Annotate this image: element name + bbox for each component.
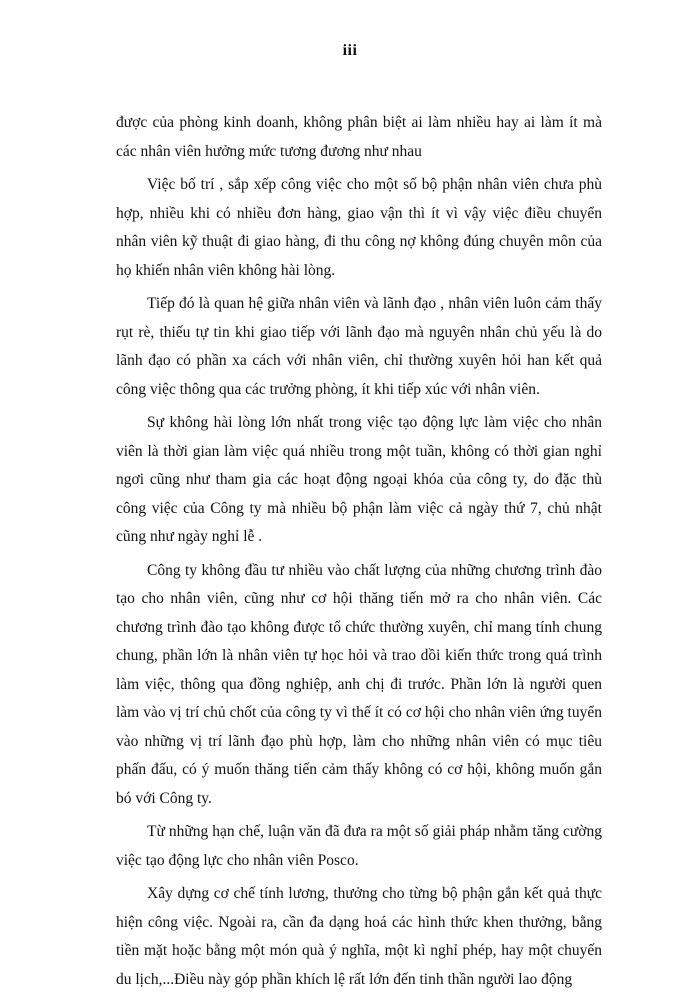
paragraph: Công ty không đầu tư nhiều vào chất lượng của những chương trình đào tạo cho nhân viên, cũng như cơ hội thăng tiến mở ra cho nhân viên. Các chương trình đào tạo không được tổ chức thường xuyên, chỉ mang tính chung chung, phần lớn là nhân viên tự học hỏi và trao dồi kiến thức trong quá trình làm việc, thông qua đồng nghiệp, anh chị đi trước. Phần lớn là người quen làm vào vị trí chủ chốt của công ty vì thế ít có cơ hội cho nhân viên ứng tuyển vào những vị trí lãnh đạo phù hợp, làm cho những nhân viên có mục tiêu phấn đấu, có ý muốn thăng tiến cảm thấy không có cơ hội, không muốn gắn bó với Công ty. <box>116 561 602 807</box>
paragraph: Tiếp đó là quan hệ giữa nhân viên và lãnh đạo , nhân viên luôn cảm thấy rụt rè, thiếu tự tin khi giao tiếp với lãnh đạo mà nguyên nhân chủ yếu là do lãnh đạo có phần xa cách với nhân viên, chỉ thường xuyên hỏi han kết quả công việc thông qua các trưởng phòng, ít khi tiếp xúc với nhân viên. <box>116 295 602 398</box>
paragraph: Xây dựng cơ chế tính lương, thưởng cho từng bộ phận gắn kết quả thực hiện công việc. Ngoài ra, cần đa dạng hoá các hình thức khen thưởng, bằng tiền mặt hoặc bằng một món quà ý nghĩa, một kì nghỉ phép, hay một chuyến du lịch,...Điều này góp phần khích lệ rất lớn đến tinh thần người lao động <box>116 885 602 988</box>
paragraph: Sự không hài lòng lớn nhất trong việc tạo động lực làm việc cho nhân viên là thời gian làm việc quá nhiều trong một tuần, không có thời gian nghỉ ngơi cũng như tham gia các hoạt động ngoại khóa của công ty, do đặc thù công việc của Công ty mà nhiều bộ phận làm việc cả ngày thứ 7, chủ nhật cũng như ngày nghỉ lễ . <box>116 414 602 545</box>
page-number: iii <box>342 42 358 59</box>
paragraph: Việc bố trí , sắp xếp công việc cho một số bộ phận nhân viên chưa phù hợp, nhiều khi có nhiều đơn hàng, giao vận thì ít vì vậy việc điều chuyển nhân viên kỹ thuật đi giao hàng, đi thu công nợ không đúng chuyên môn của họ khiến nhân viên không hài lòng. <box>116 176 602 279</box>
paragraph: được của phòng kinh doanh, không phân biệt ai làm nhiều hay ai làm ít mà các nhân viên hưởng mức tương đương như nhau <box>116 114 602 160</box>
body-text <box>116 109 602 999</box>
paragraph: Từ những hạn chế, luận văn đã đưa ra một số giải pháp nhằm tăng cường việc tạo động lực cho nhân viên Posco. <box>116 823 602 869</box>
